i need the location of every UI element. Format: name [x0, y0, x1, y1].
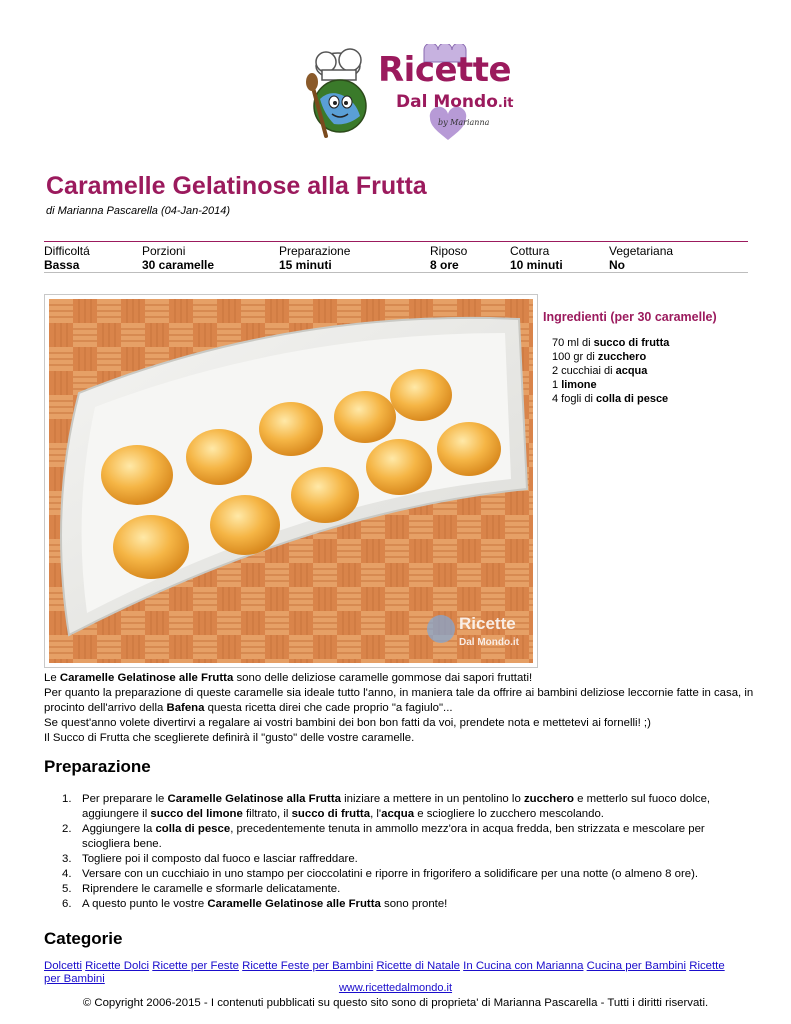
- ingredients-title: Ingredienti (per 30 caramelle): [543, 310, 717, 324]
- step-number: 1.: [62, 793, 72, 805]
- intro-line-2: [44, 686, 754, 716]
- category-link-cucina-per-bambini[interactable]: Cucina per Bambini: [586, 960, 687, 972]
- meta-vegetarian: [609, 244, 673, 272]
- meta-label: Riposo: [430, 244, 468, 258]
- meta-difficulty: [44, 244, 90, 272]
- meta-value: 8 ore: [430, 258, 459, 272]
- step-text: Riprendere le caramelle e sformarle delicatamente.: [82, 883, 341, 895]
- preparation-heading: Preparazione: [44, 757, 151, 776]
- logo-text-ricette: Ricette: [378, 50, 512, 90]
- recipe-meta-table: [44, 241, 748, 273]
- step-item: [62, 867, 752, 882]
- meta-prep-time: [279, 244, 350, 272]
- step-bold: zucchero: [523, 793, 574, 805]
- meta-servings: [142, 244, 214, 272]
- intro-line-4: Il Succo di Frutta che sceglierete definirà il "gusto" delle vostre caramelle.: [44, 732, 415, 744]
- ingredient-qty: 100 gr di: [552, 351, 598, 363]
- step-number: 5.: [62, 883, 72, 895]
- ingredient-item: [552, 364, 669, 378]
- step-number: 2.: [62, 823, 72, 835]
- step-bold: succo del limone: [150, 808, 243, 820]
- ingredient-qty: 2 cucchiai di: [552, 365, 616, 377]
- step-text: Aggiungere la: [82, 823, 156, 835]
- step-text: e sciogliere lo zucchero mescolando.: [414, 808, 604, 820]
- step-bold: acqua: [381, 808, 415, 820]
- meta-value: 30 caramelle: [142, 258, 215, 272]
- intro-bold: Caramelle Gelatinose alle Frutta: [59, 672, 234, 684]
- categories-heading: Categorie: [44, 929, 123, 948]
- category-link-ricette-per-bambini[interactable]: Ricette per Bambini: [44, 960, 725, 985]
- intro-line-1: [44, 671, 754, 686]
- step-text: Versare con un cucchiaio in uno stampo per cioccolatini e riporre in frigorifero a solidificare per una notte (o almeno 8 ore).: [82, 868, 699, 880]
- intro-text: Per quanto la preparazione di queste caramelle sia ideale tutto l'anno, in maniera tale da offrire ai bambini deliziose leccornie fatte in casa, in procinto dell'arrivo della: [44, 687, 754, 714]
- recipe-photo: [49, 299, 533, 663]
- category-link-in-cucina-con-marianna[interactable]: In Cucina con Marianna: [463, 960, 584, 972]
- meta-cook-time: [510, 244, 563, 272]
- preparation-steps: [62, 792, 752, 912]
- category-link-ricette-di-natale[interactable]: Ricette di Natale: [376, 960, 460, 972]
- photo-illustration: [49, 299, 533, 663]
- intro-text: Le: [44, 672, 60, 684]
- category-link-dolcetti[interactable]: Dolcetti: [44, 960, 82, 972]
- recipe-photo-frame: [44, 294, 538, 668]
- step-item: [62, 822, 752, 852]
- meta-label: Difficoltá: [44, 244, 90, 258]
- meta-value: 10 minuti: [510, 258, 563, 272]
- ingredient-qty: 1: [552, 379, 562, 391]
- ingredient-name: acqua: [615, 365, 648, 377]
- footer-site-link[interactable]: www.ricettedalmondo.it: [338, 982, 453, 994]
- ingredient-item: [552, 350, 669, 364]
- logo-text-dalmondo-name: Dal Mondo: [396, 92, 498, 112]
- logo-text-tld: .it: [497, 96, 514, 111]
- category-link-ricette-feste-bambini[interactable]: Ricette Feste per Bambini: [242, 960, 374, 972]
- footer-copyright: © Copyright 2006-2015 - I contenuti pubblicati su questo sito sono di proprieta' di Marianna Pascarella - Tutti i diritti riservati.: [82, 997, 709, 1009]
- photo-watermark-line1: Ricette: [459, 614, 516, 633]
- step-text: , precedentemente tenuta in ammollo mezz'ora in acqua fredda, ben strizzata e mescolare per sciogliera bene.: [82, 823, 705, 850]
- intro-text: questa ricetta direi che cade proprio "a fagiulo"...: [204, 702, 453, 714]
- logo-signature: by Marianna: [438, 118, 490, 127]
- ingredient-item: [552, 392, 669, 406]
- ingredient-item: [552, 336, 669, 350]
- step-item: [62, 852, 752, 867]
- step-item: [62, 792, 752, 822]
- meta-label: Porzioni: [142, 244, 186, 258]
- ingredient-qty: 70 ml di: [552, 337, 594, 349]
- ingredient-name: zucchero: [597, 351, 647, 363]
- ingredient-name: succo di frutta: [593, 337, 670, 349]
- category-link-ricette-per-feste[interactable]: Ricette per Feste: [152, 960, 239, 972]
- meta-value: Bassa: [44, 258, 80, 272]
- intro-bold: Bafena: [166, 702, 205, 714]
- step-bold: Caramelle Gelatinose alla Frutta: [167, 793, 341, 805]
- step-bold: succo di frutta: [291, 808, 371, 820]
- ingredient-name: limone: [561, 379, 597, 391]
- step-text: A questo punto le vostre: [82, 898, 208, 910]
- intro-line-3: Se quest'anno volete divertirvi a regalare ai vostri bambini dei bon bon fatti da voi, prendete nota e mettetevi ai fornelli! ;): [44, 717, 651, 729]
- step-text: Togliere poi il composto dal fuoco e lasciar raffreddare.: [82, 853, 358, 865]
- step-text: sono pronte!: [380, 898, 448, 910]
- step-text: Per preparare le: [82, 793, 168, 805]
- meta-value: No: [609, 258, 625, 272]
- recipe-intro: [44, 671, 754, 746]
- photo-watermark-line2: Dal Mondo.it: [459, 637, 519, 648]
- intro-text: sono delle deliziose caramelle gommose dai sapori fruttati!: [233, 672, 533, 684]
- step-number: 6.: [62, 898, 72, 910]
- site-logo[interactable]: [298, 44, 514, 156]
- step-text: e metterlo sul fuoco dolce, aggiungere il: [82, 793, 711, 820]
- step-number: 3.: [62, 853, 72, 865]
- ingredient-name: colla di pesce: [596, 393, 669, 405]
- ingredient-item: [552, 378, 669, 392]
- step-item: [62, 897, 752, 912]
- step-bold: colla di pesce: [155, 823, 231, 835]
- recipe-title: Caramelle Gelatinose alla Frutta: [46, 172, 427, 200]
- step-item: [62, 882, 752, 897]
- meta-label: Vegetariana: [609, 244, 674, 258]
- ingredient-qty: 4 fogli di: [552, 393, 597, 405]
- step-bold: Caramelle Gelatinose alle Frutta: [207, 898, 381, 910]
- recipe-byline: di Marianna Pascarella (04-Jan-2014): [46, 205, 231, 217]
- meta-label: Cottura: [510, 244, 550, 258]
- step-text: , l': [370, 808, 382, 820]
- category-link-ricette-dolci[interactable]: Ricette Dolci: [85, 960, 150, 972]
- meta-rest-time: [430, 244, 467, 272]
- step-number: 4.: [62, 868, 72, 880]
- ingredients-list: [552, 336, 669, 406]
- meta-label: Preparazione: [279, 244, 351, 258]
- step-text: iniziare a mettere in un pentolino lo: [340, 793, 524, 805]
- step-text: filtrato, il: [242, 808, 292, 820]
- meta-value: 15 minuti: [279, 258, 332, 272]
- footer-url-row: [0, 982, 791, 994]
- logo-text-dalmondo: [396, 92, 514, 114]
